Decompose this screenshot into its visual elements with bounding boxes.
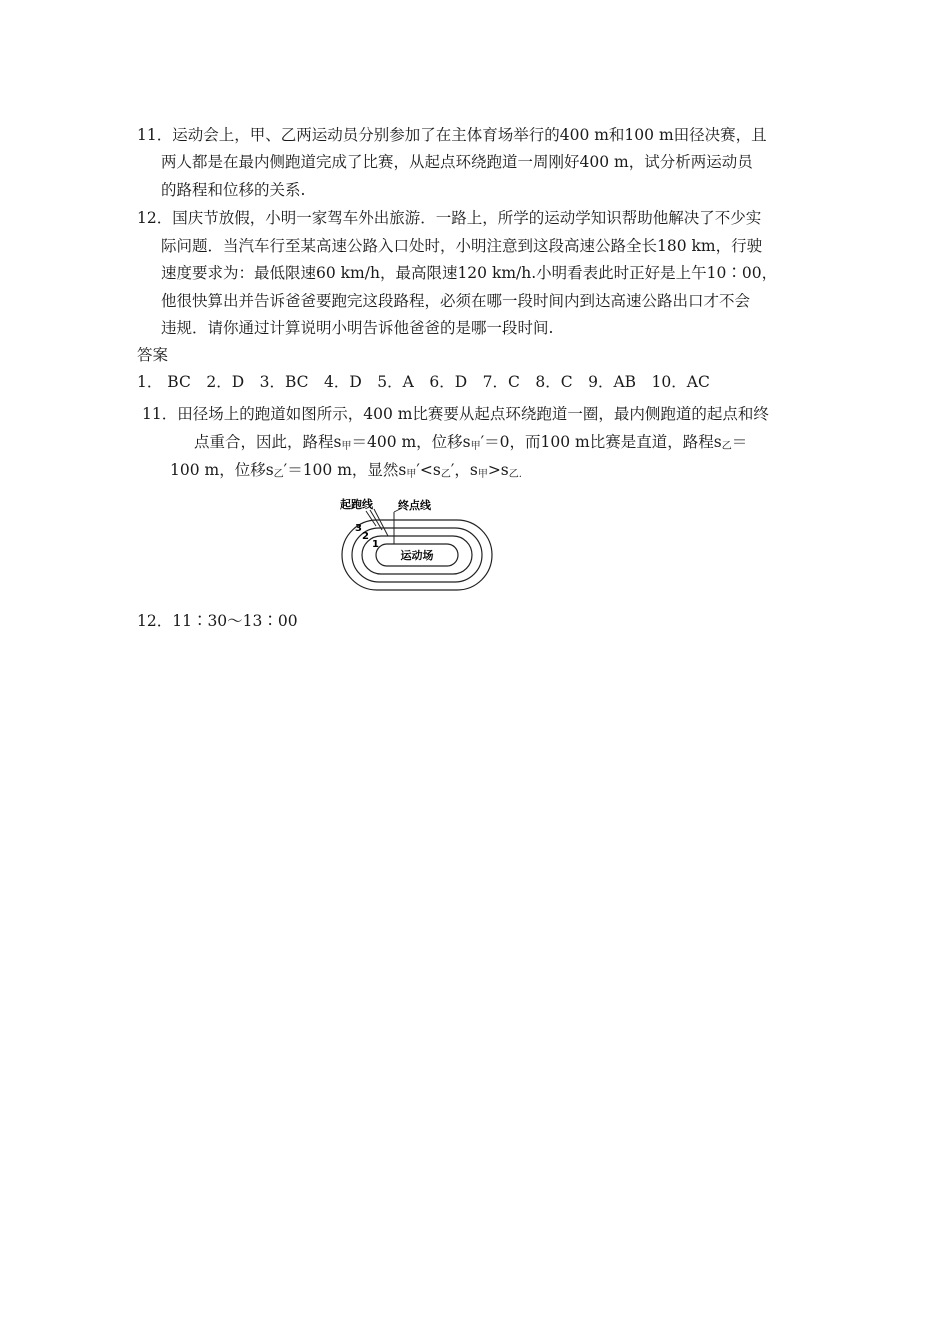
q11-line-2: 两人都是在最内侧跑道完成了比赛，从起点环绕跑道一周刚好400 m，试分析两运动员 bbox=[161, 153, 753, 171]
a11-text: ′，s bbox=[450, 461, 478, 479]
answer-12: 12．11∶30～13∶00 bbox=[137, 612, 298, 630]
stadium-label: 运动场 bbox=[400, 549, 434, 562]
q12-line-3: 速度要求为：最低限速60 km/h，最高限速120 km/h.小明看表此时正好是上午10∶00， bbox=[161, 264, 778, 282]
a11-text: >s bbox=[487, 461, 509, 479]
finish-line-label: 终点线 bbox=[398, 499, 431, 512]
a11-subscript: 乙 bbox=[273, 469, 284, 480]
track-figure bbox=[336, 494, 500, 594]
start-line-mark-3 bbox=[366, 511, 376, 526]
start-line-label: 起跑线 bbox=[340, 498, 373, 511]
a11-subscript: 甲 bbox=[477, 469, 488, 480]
a11-text: ＝400 m，位移s bbox=[351, 433, 471, 451]
answers-heading: 答案 bbox=[137, 346, 169, 364]
q12-line-5: 违规．请你通过计算说明小明告诉他爸爸的是哪一段时间. bbox=[161, 319, 554, 337]
a11-text: 100 m，位移s bbox=[170, 461, 274, 479]
a11-subscript: 甲 bbox=[406, 469, 417, 480]
a11-text: ′<s bbox=[416, 461, 441, 479]
q12-line-2: 际问题．当汽车行至某高速公路入口处时，小明注意到这段高速公路全长180 km，行驶 bbox=[161, 237, 763, 255]
choice-answers: 1． BC 2．D 3．BC 4．D 5．A 6．D 7．C 8．C 9．AB 10．AC bbox=[137, 373, 710, 391]
a11-text: ＝ bbox=[731, 433, 748, 451]
lane-2-label: 2 bbox=[362, 531, 369, 542]
q12-line-4: 他很快算出并告诉爸爸要跑完这段路程，必须在哪一段时间内到达高速公路出口才不会 bbox=[161, 292, 751, 310]
q12-line-1: 12．国庆节放假，小明一家驾车外出旅游．一路上，所学的运动学知识帮助他解决了不少实 bbox=[137, 209, 762, 227]
a11-text: ′＝0，而100 m比赛是直道，路程s bbox=[480, 433, 722, 451]
q11-line-1: 11．运动会上，甲、乙两运动员分别参加了在主体育场举行的400 m和100 m田径决赛，且 bbox=[137, 126, 767, 144]
a11-text: 点重合，因此，路程s bbox=[194, 433, 342, 451]
a11-text: ′＝100 m，显然s bbox=[283, 461, 407, 479]
a11-line-1: 11．田径场上的跑道如图所示，400 m比赛要从起点环绕跑道一圈，最内侧跑道的起点和终 bbox=[142, 405, 769, 423]
lane-1-label: 1 bbox=[372, 539, 379, 550]
a11-line-3 bbox=[170, 460, 522, 485]
a11-line-2 bbox=[194, 432, 747, 457]
lane-3-label: 3 bbox=[355, 523, 362, 534]
a11-subscript: 乙. bbox=[508, 469, 522, 480]
a11-subscript: 甲 bbox=[341, 441, 352, 452]
q11-line-3: 的路程和位移的关系. bbox=[161, 181, 306, 199]
a11-subscript: 乙 bbox=[440, 469, 451, 480]
start-line-mark-1 bbox=[374, 509, 388, 536]
a11-subscript: 甲 bbox=[470, 441, 481, 452]
a11-subscript: 乙 bbox=[721, 441, 732, 452]
